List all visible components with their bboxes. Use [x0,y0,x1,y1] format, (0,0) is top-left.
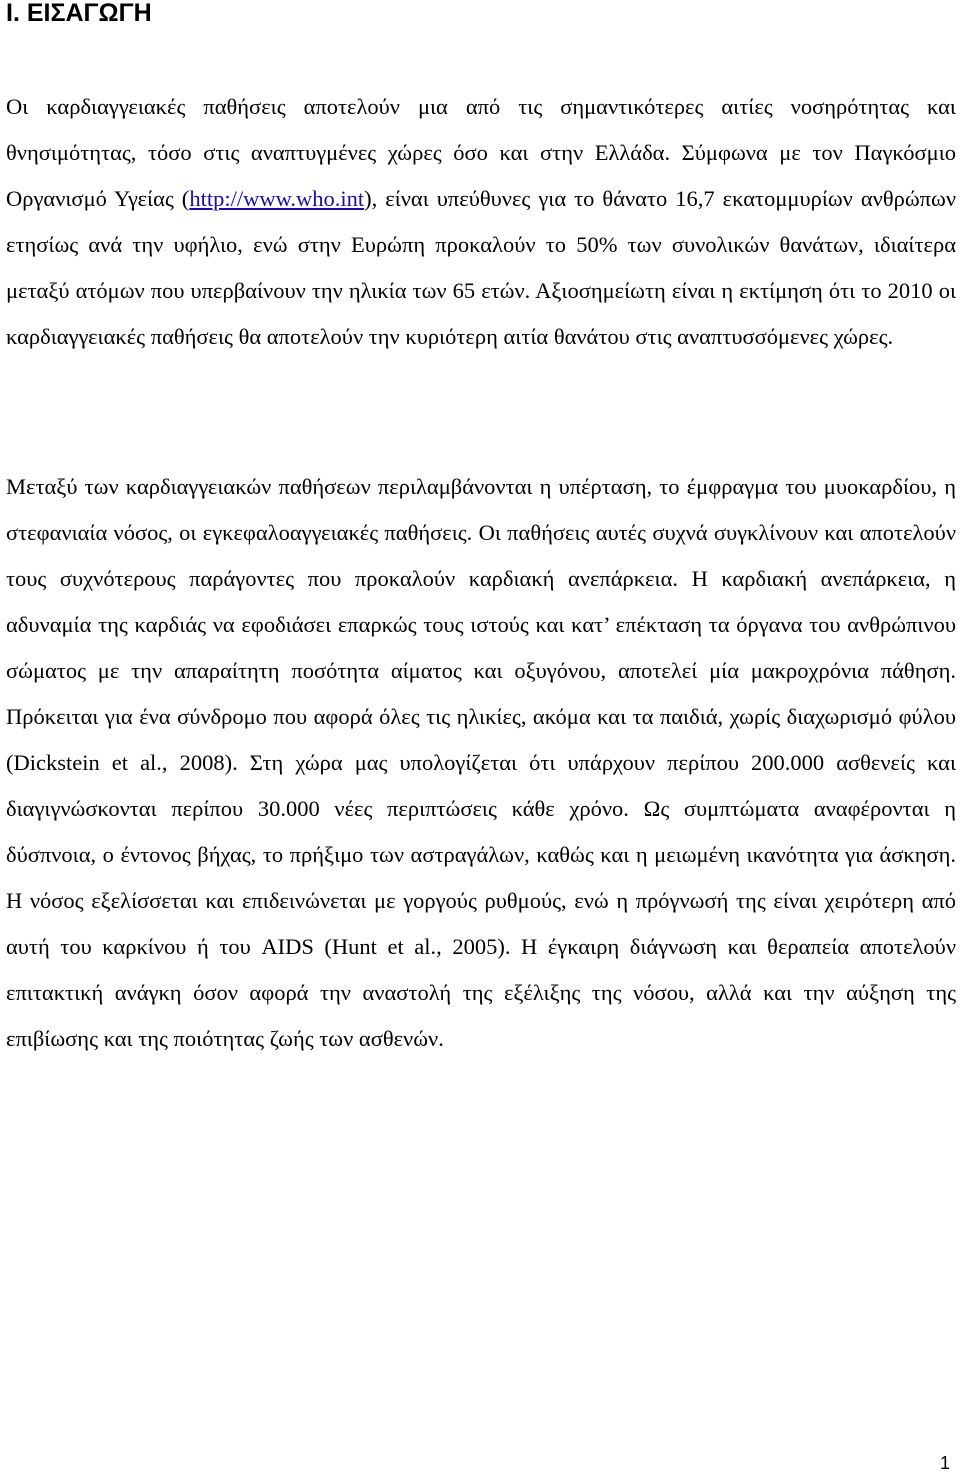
paragraph-heart-failure: Μεταξύ των καρδιαγγειακών παθήσεων περιλαμβάνονται η υπέρταση, το έμφραγμα του μυοκαρδίου, η στεφανιαία νόσος, οι εγκεφαλοαγγειακές παθήσεις. Οι παθήσεις αυτές συχνά συγκλίνουν και αποτελούν τους συχνότερους παράγοντες που προκαλούν καρδιακή ανεπάρκεια. Η καρδιακή ανεπάρκεια, η αδυναμία της καρδιάς να εφοδιάσει επαρκώς τους ιστούς και κατ’ επέκταση τα όργανα του ανθρώπινου σώματος με την απαραίτητη ποσότητα αίματος και οξυγόνου, αποτελεί μία μακροχρόνια πάθηση. Πρόκειται για ένα σύνδρομο που αφορά όλες τις ηλικίες, ακόμα και τα παιδιά, χωρίς διαχωρισμό φύλου (Dickstein et al., 2008). Στη χώρα μας υπολογίζεται ότι υπάρχουν περίπου 200.000 ασθενείς και διαγιγνώσκονται περίπου 30.000 νέες περιπτώσεις κάθε χρόνο. Ως συμπτώματα αναφέρονται η δύσπνοια, ο έντονος βήχας, το πρήξιμο των αστραγάλων, καθώς και η μειωμένη ικανότητα για άσκηση. Η νόσος εξελίσσεται και επιδεινώνεται με γοργούς ρυθμούς, ενώ η πρόγνωσή της είναι χειρότερη από αυτή του καρκίνου ή του AIDS (Hunt et al., 2005). Η έγκαιρη διάγνωση και θεραπεία αποτελούν επιτακτική ανάγκη όσον αφορά την αναστολή της εξέλιξης της νόσου, αλλά και την αύξηση της επιβίωσης και της ποιότητας ζωής των ασθενών. [6,474,956,1051]
section-heading: I. ΕΙΣΑΓΩΓΗ [6,0,152,27]
paragraph-intro-text-before-link: Οι καρδιαγγειακές παθήσεις αποτελούν μια από τις σημαντικότερες αιτίες νοσηρότητας και θνησιμότητας, τόσο στις αναπτυγμένες χώρες όσο και στην Ελλάδα. Σύμφωνα με τον Παγκόσμιο Οργανισμό Υγείας ( [6,94,956,211]
paragraph-intro [6,84,956,360]
paragraph-intro-text-after-link: ), είναι υπεύθυνες για το θάνατο 16,7 εκατομμυρίων ανθρώπων ετησίως ανά την υφήλιο, ενώ στην Ευρώπη προκαλούν το 50% των συνολικών θανάτων, ιδιαίτερα μεταξύ ατόμων που υπερβαίνουν την ηλικία των 65 ετών. Αξιοσημείωτη είναι η εκτίμηση ότι το 2010 οι καρδιαγγειακές παθήσεις θα αποτελούν την κυριότερη αιτία θανάτου στις αναπτυσσόμενες χώρες. [6,186,956,349]
page-number: 1 [939,1453,950,1473]
who-link[interactable]: http://www.who.int [189,186,365,211]
